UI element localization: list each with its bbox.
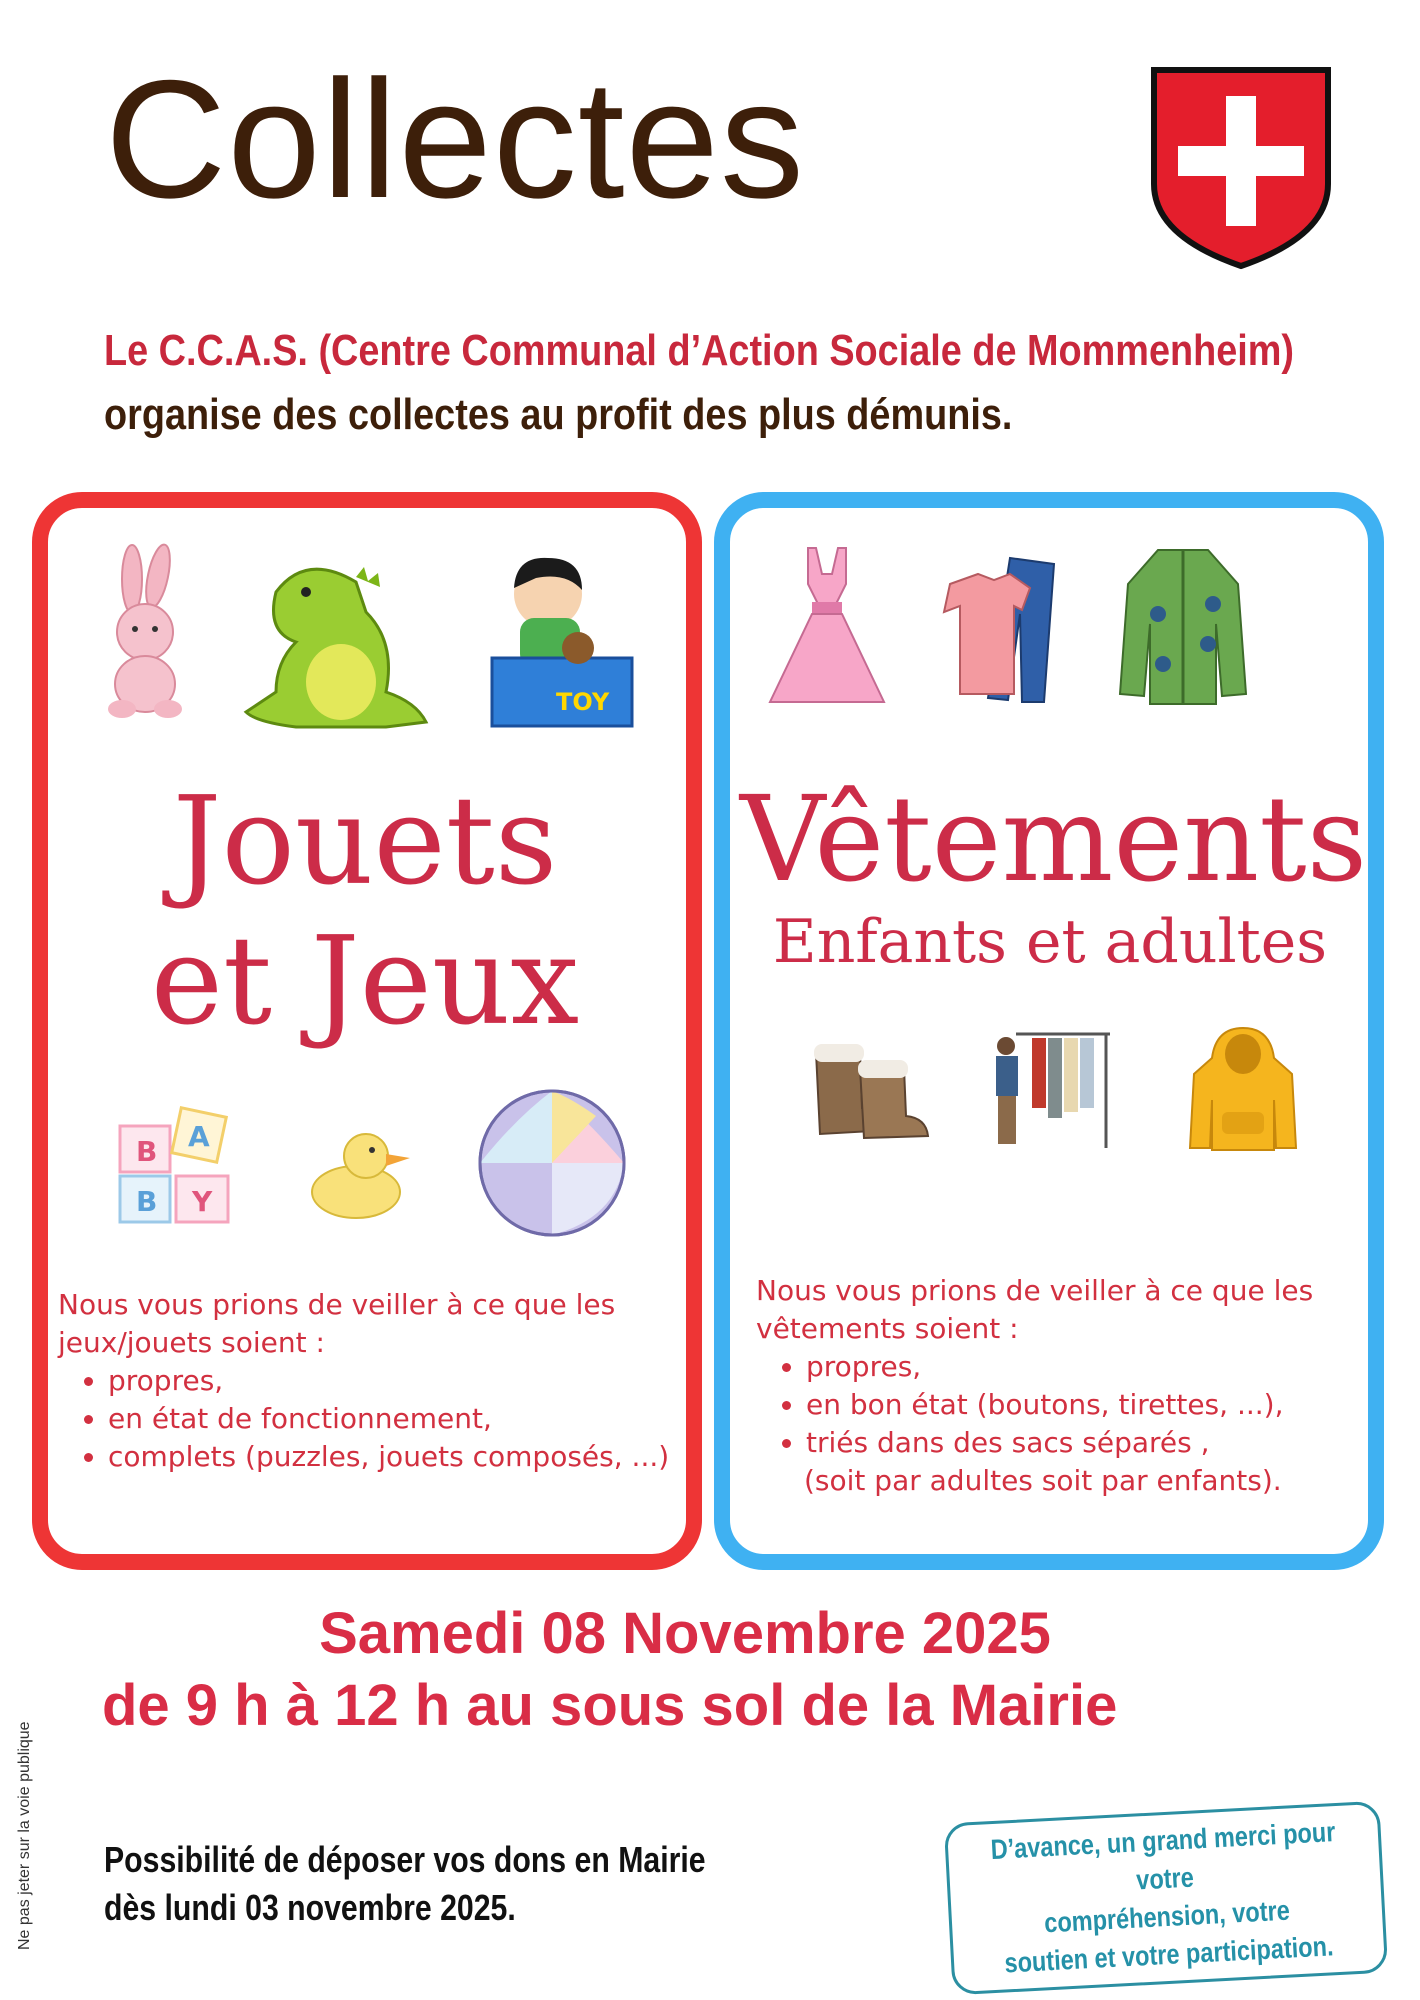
clothes-notes	[756, 1272, 1366, 1500]
event-time-place: de 9 h à 12 h au sous sol de la Mairie	[102, 1673, 1118, 1738]
toys-title-line-1: Jouets	[172, 770, 558, 912]
deposit-line-2: dès lundi 03 novembre 2025.	[104, 1887, 516, 1928]
boy-toy-box-icon	[486, 548, 636, 730]
clothes-notes-continuation: (soit par adultes soit par enfants).	[804, 1464, 1282, 1497]
intro-line-2: organise des collectes au profit des plus démunis.	[104, 390, 1013, 439]
shirt-jeans-icon	[930, 554, 1058, 704]
toys-notes-intro: Nous vous prions de veiller à ce que les jeux/jouets soient :	[58, 1288, 616, 1359]
list-item: • propres,	[806, 1348, 1366, 1386]
green-dinosaur-icon	[236, 552, 432, 732]
thanks-line-3: soutien et votre participation.	[1003, 1930, 1335, 1979]
baby-blocks-icon	[116, 1106, 236, 1226]
side-notice: Ne pas jeter sur la voie publique	[16, 1721, 33, 1950]
thanks-box	[944, 1801, 1388, 1996]
deposit-line-1: Possibilité de déposer vos dons en Mairie	[104, 1839, 706, 1880]
yellow-hoodie-icon	[1188, 1024, 1298, 1154]
beach-ball-icon	[476, 1088, 628, 1238]
clothes-rack-icon	[986, 1022, 1112, 1152]
pink-bunny-icon	[100, 544, 190, 719]
boots-icon	[806, 1038, 932, 1140]
event-date: Samedi 08 Novembre 2025	[319, 1601, 1051, 1666]
savoy-cross-shield-icon	[1150, 66, 1332, 271]
thanks-line-2: compréhension, votre	[1043, 1894, 1291, 1939]
clothes-notes-intro: Nous vous prions de veiller à ce que les vêtements soient :	[756, 1274, 1314, 1345]
list-item: • propres,	[108, 1362, 678, 1400]
toys-notes	[58, 1286, 678, 1476]
list-item: • complets (puzzles, jouets composés, ...)	[108, 1438, 678, 1476]
thanks-line-1: D’avance, un grand merci pour votre	[989, 1816, 1337, 1896]
page-title: Collectes	[105, 45, 805, 233]
block-letter-b2: B	[136, 1185, 158, 1218]
block-letter-a: A	[188, 1120, 210, 1153]
cardigan-icon	[1118, 544, 1248, 710]
clothes-title: Vêtements	[740, 770, 1368, 908]
block-letter-y: Y	[192, 1185, 213, 1218]
toys-notes-list	[58, 1362, 678, 1476]
toy-box-label: TOY	[556, 688, 610, 716]
list-item: • triés dans des sacs séparés ,	[806, 1424, 1366, 1462]
block-letter-b1: B	[136, 1135, 158, 1168]
intro-line-1: Le C.C.A.S. (Centre Communal d’Action Sociale de Mommenheim)	[104, 326, 1295, 375]
rubber-duck-icon	[306, 1130, 416, 1220]
toys-title-line-2: et Jeux	[150, 910, 580, 1052]
dress-icon	[766, 544, 888, 706]
clothes-notes-list	[756, 1348, 1366, 1462]
list-item: • en bon état (boutons, tirettes, ...),	[806, 1386, 1366, 1424]
deposit-info	[104, 1836, 706, 1932]
clothes-subtitle: Enfants et adultes	[772, 907, 1328, 977]
list-item: • en état de fonctionnement,	[108, 1400, 678, 1438]
